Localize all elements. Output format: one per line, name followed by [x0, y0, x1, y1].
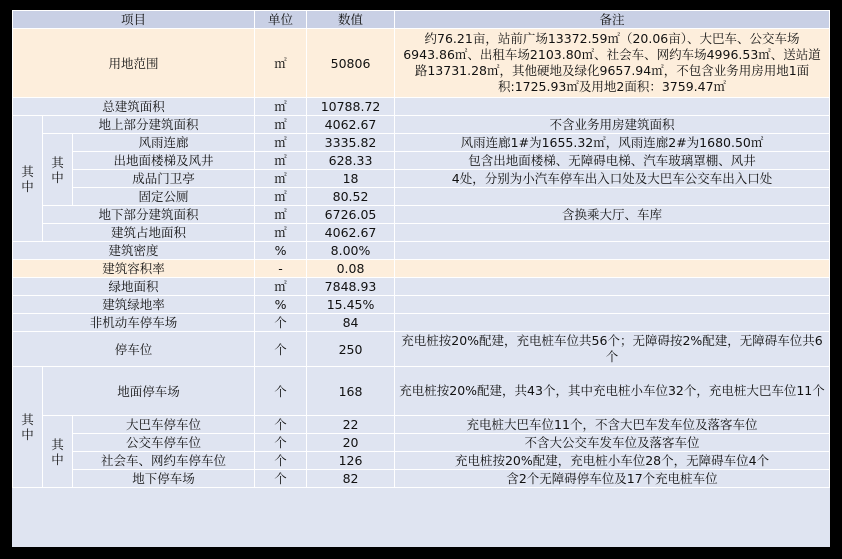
- table-row: [13, 278, 830, 296]
- row-unit: 个: [255, 314, 307, 332]
- row-item: 停车位: [13, 332, 255, 367]
- project-indicator-table: [12, 10, 830, 488]
- row-value: 4062.67: [307, 116, 395, 134]
- row-unit: 个: [255, 470, 307, 488]
- row-note: [395, 98, 830, 116]
- row-value: 250: [307, 332, 395, 367]
- row-unit: ㎡: [255, 188, 307, 206]
- row-value: 3335.82: [307, 134, 395, 152]
- row-unit: ㎡: [255, 278, 307, 296]
- row-item: 公交车停车位: [73, 434, 255, 452]
- row-unit: ㎡: [255, 98, 307, 116]
- row-item: 总建筑面积: [13, 98, 255, 116]
- row-unit: 个: [255, 434, 307, 452]
- table-row: [13, 434, 830, 452]
- group-label-qizhong: 其中: [13, 116, 43, 242]
- row-value: 168: [307, 367, 395, 416]
- table-row: [13, 416, 830, 434]
- row-value: 15.45%: [307, 296, 395, 314]
- table-row: [13, 98, 830, 116]
- row-note: 充电桩按20%配建，共43个，其中充电桩小车位32个，充电桩大巴车位11个: [395, 367, 830, 416]
- row-value: 50806: [307, 29, 395, 98]
- table-header-row: [13, 11, 830, 29]
- row-unit: ㎡: [255, 224, 307, 242]
- row-note: 约76.21亩，站前广场13372.59㎡（20.06亩）、大巴车、公交车场6943.86㎡、出租车场2103.80㎡、社会车、网约车场4996.53㎡、送站道路13731.28㎡，其他硬地及绿化9657.94㎡，不包含业务用房用地1面积:1725.93㎡及用地2面积：3759.47㎡: [395, 29, 830, 98]
- row-item: 建筑密度: [13, 242, 255, 260]
- row-note: [395, 314, 830, 332]
- row-value: 126: [307, 452, 395, 470]
- subgroup-label-qizhong: 其中: [43, 134, 73, 206]
- group-label-qizhong: 其中: [13, 367, 43, 488]
- row-unit: ㎡: [255, 134, 307, 152]
- table-row: [13, 332, 830, 367]
- row-unit: %: [255, 242, 307, 260]
- row-note: 充电桩按20%配建，充电桩车位共56个；无障碍按2%配建，无障碍车位共6个: [395, 332, 830, 367]
- row-item: 绿地面积: [13, 278, 255, 296]
- row-item: 固定公厕: [73, 188, 255, 206]
- header-item: 项目: [13, 11, 255, 29]
- table-row: [13, 152, 830, 170]
- row-note: [395, 224, 830, 242]
- row-value: 628.33: [307, 152, 395, 170]
- row-unit: ㎡: [255, 29, 307, 98]
- table-row: [13, 29, 830, 98]
- row-note: 不含业务用房建筑面积: [395, 116, 830, 134]
- row-note: 充电桩按20%配建，充电桩小车位28个，无障碍车位4个: [395, 452, 830, 470]
- row-item: 建筑占地面积: [43, 224, 255, 242]
- row-note: 4处，分别为小汽车停车出入口处及大巴车公交车出入口处: [395, 170, 830, 188]
- table-row: [13, 470, 830, 488]
- row-item: 建筑容积率: [13, 260, 255, 278]
- row-unit: 个: [255, 416, 307, 434]
- row-item: 出地面楼梯及风井: [73, 152, 255, 170]
- table-row: [13, 296, 830, 314]
- table-row: [13, 134, 830, 152]
- row-value: 0.08: [307, 260, 395, 278]
- table-row: [13, 116, 830, 134]
- row-unit: -: [255, 260, 307, 278]
- row-value: 4062.67: [307, 224, 395, 242]
- row-note: [395, 260, 830, 278]
- row-note: 不含大公交车发车位及落客车位: [395, 434, 830, 452]
- row-item: 大巴车停车位: [73, 416, 255, 434]
- row-value: 80.52: [307, 188, 395, 206]
- row-unit: 个: [255, 452, 307, 470]
- row-note: 包含出地面楼梯、无障碍电梯、汽车玻璃罩棚、风井: [395, 152, 830, 170]
- row-value: 18: [307, 170, 395, 188]
- table-row: [13, 314, 830, 332]
- table-row: [13, 242, 830, 260]
- row-note: 充电桩大巴车位11个，不含大巴车发车位及落客车位: [395, 416, 830, 434]
- table-row: [13, 452, 830, 470]
- row-value: 7848.93: [307, 278, 395, 296]
- row-value: 82: [307, 470, 395, 488]
- table-row: [13, 188, 830, 206]
- row-item: 建筑绿地率: [13, 296, 255, 314]
- header-value: 数值: [307, 11, 395, 29]
- header-note: 备注: [395, 11, 830, 29]
- row-note: 含2个无障碍停车位及17个充电桩车位: [395, 470, 830, 488]
- data-table-frame: [12, 10, 830, 547]
- row-note: [395, 242, 830, 260]
- row-item: 地面停车场: [43, 367, 255, 416]
- row-unit: ㎡: [255, 206, 307, 224]
- row-item: 地上部分建筑面积: [43, 116, 255, 134]
- row-note: [395, 296, 830, 314]
- row-note: [395, 188, 830, 206]
- table-row: [13, 206, 830, 224]
- row-unit: 个: [255, 332, 307, 367]
- row-item: 地下部分建筑面积: [43, 206, 255, 224]
- row-value: 8.00%: [307, 242, 395, 260]
- row-unit: ㎡: [255, 170, 307, 188]
- row-item: 社会车、网约车停车位: [73, 452, 255, 470]
- table-row: [13, 260, 830, 278]
- table-row: [13, 367, 830, 416]
- subgroup-label-qizhong: 其中: [43, 416, 73, 488]
- row-value: 10788.72: [307, 98, 395, 116]
- row-item: 地下停车场: [73, 470, 255, 488]
- row-unit: 个: [255, 367, 307, 416]
- table-row: [13, 224, 830, 242]
- table-row: [13, 170, 830, 188]
- row-unit: ㎡: [255, 116, 307, 134]
- row-note: 含换乘大厅、车库: [395, 206, 830, 224]
- row-item: 成品门卫亭: [73, 170, 255, 188]
- header-unit: 单位: [255, 11, 307, 29]
- row-note: 风雨连廊1#为1655.32㎡，风雨连廊2#为1680.50㎡: [395, 134, 830, 152]
- row-value: 20: [307, 434, 395, 452]
- row-note: [395, 278, 830, 296]
- row-value: 22: [307, 416, 395, 434]
- row-unit: ㎡: [255, 152, 307, 170]
- row-item: 风雨连廊: [73, 134, 255, 152]
- row-value: 6726.05: [307, 206, 395, 224]
- row-item: 非机动车停车场: [13, 314, 255, 332]
- row-item: 用地范围: [13, 29, 255, 98]
- row-value: 84: [307, 314, 395, 332]
- row-unit: %: [255, 296, 307, 314]
